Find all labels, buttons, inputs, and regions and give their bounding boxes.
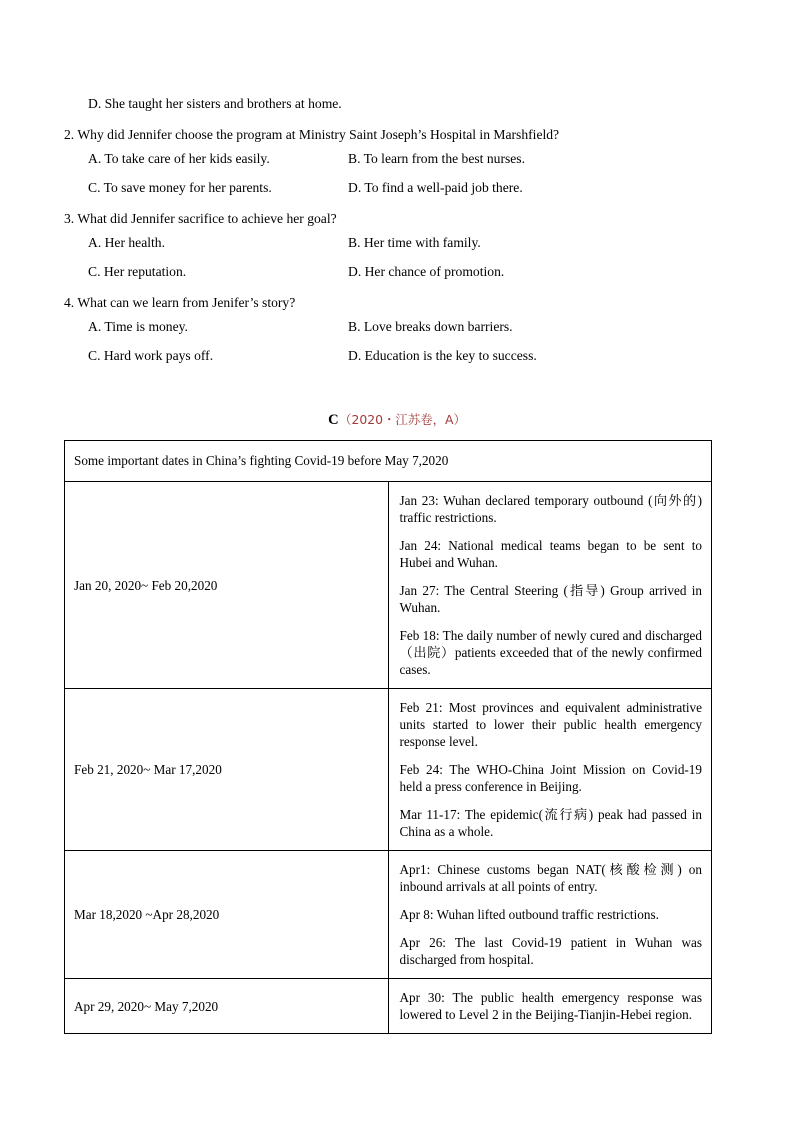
table-caption-cell: Some important dates in China’s fighting Covid-19 before May 7,2020 (65, 441, 712, 482)
question-3-options-row-2 (64, 264, 724, 279)
row-2-event-2: Feb 24: The WHO-China Joint Mission on Covid-19 held a press conference in Beijing. (399, 762, 702, 794)
row-1-event-2: Jan 24: National medical teams began to be sent to Hubei and Wuhan. (399, 538, 702, 570)
row-1-event-4: Feb 18: The daily number of newly cured and discharged（出院）patients exceeded that of the newly confirmed cases. (399, 628, 702, 677)
row-1-date: Jan 20, 2020~ Feb 20,2020 (65, 482, 389, 689)
question-3-option-d[interactable]: D. Her chance of promotion. (348, 264, 505, 279)
question-2-stem: 2. Why did Jennifer choose the program at Ministry Saint Joseph’s Hospital in Marshfield? (64, 127, 560, 142)
row-4-events (388, 979, 712, 1034)
covid-timeline-table (64, 440, 712, 1034)
row-4-event-1: Apr 30: The public health emergency response was lowered to Level 2 in the Beijing-Tianjin-Hebei region. (399, 990, 702, 1022)
row-4-date: Apr 29, 2020~ May 7,2020 (65, 979, 389, 1034)
row-2-events (388, 689, 712, 851)
question-3-option-a[interactable]: A. Her health. (88, 235, 166, 250)
row-1-event-1: Jan 23: Wuhan declared temporary outbound (向外的) traffic restrictions. (399, 493, 702, 525)
section-source: （2020・江苏卷，A） (339, 412, 466, 427)
row-3-event-1: Apr1: Chinese customs began NAT(核酸检测) on inbound arrivals at all points of entry. (399, 862, 702, 894)
question-2-options-row-2 (64, 180, 724, 195)
row-3-date: Mar 18,2020 ~Apr 28,2020 (65, 851, 389, 979)
question-4-option-a[interactable]: A. Time is money. (88, 319, 188, 334)
question-4-option-b[interactable]: B. Love breaks down barriers. (348, 319, 513, 334)
question-2-option-a[interactable]: A. To take care of her kids easily. (88, 151, 270, 166)
table-row (65, 482, 712, 689)
row-1-events (388, 482, 712, 689)
row-1-event-3: Jan 27: The Central Steering (指导) Group arrived in Wuhan. (399, 583, 702, 615)
question-4-option-d[interactable]: D. Education is the key to success. (348, 348, 537, 363)
question-4-stem: 4. What can we learn from Jenifer’s story? (64, 295, 296, 310)
table-row (65, 979, 712, 1034)
row-3-events (388, 851, 712, 979)
row-2-event-3: Mar 11-17: The epidemic(流行病) peak had passed in China as a whole. (399, 807, 702, 839)
question-2-option-c[interactable]: C. To save money for her parents. (88, 180, 272, 195)
question-4-options-row-2 (64, 348, 724, 363)
table-row (65, 851, 712, 979)
question-2-option-d[interactable]: D. To find a well-paid job there. (348, 180, 523, 195)
row-3-event-2: Apr 8: Wuhan lifted outbound traffic restrictions. (399, 907, 659, 922)
question-4-option-c[interactable]: C. Hard work pays off. (88, 348, 214, 363)
table-caption-row (65, 441, 712, 482)
question-3-option-c[interactable]: C. Her reputation. (88, 264, 187, 279)
question-3-option-b[interactable]: B. Her time with family. (348, 235, 481, 250)
row-2-date: Feb 21, 2020~ Mar 17,2020 (65, 689, 389, 851)
question-3-options-row-1 (64, 235, 724, 250)
question-4-options-row-1 (64, 319, 724, 334)
section-header (0, 411, 794, 429)
table-row (65, 689, 712, 851)
section-letter: C (328, 412, 340, 428)
questions-section (64, 96, 724, 377)
row-3-event-3: Apr 26: The last Covid-19 patient in Wuhan was discharged from hospital. (399, 935, 702, 967)
orphan-option-d: D. She taught her sisters and brothers at home. (88, 96, 342, 111)
row-2-event-1: Feb 21: Most provinces and equivalent administrative units started to lower their public health emergency response level. (399, 700, 702, 749)
question-3-stem: 3. What did Jennifer sacrifice to achieve her goal? (64, 211, 337, 226)
question-2-option-b[interactable]: B. To learn from the best nurses. (348, 151, 525, 166)
question-2-options-row-1 (64, 151, 724, 166)
